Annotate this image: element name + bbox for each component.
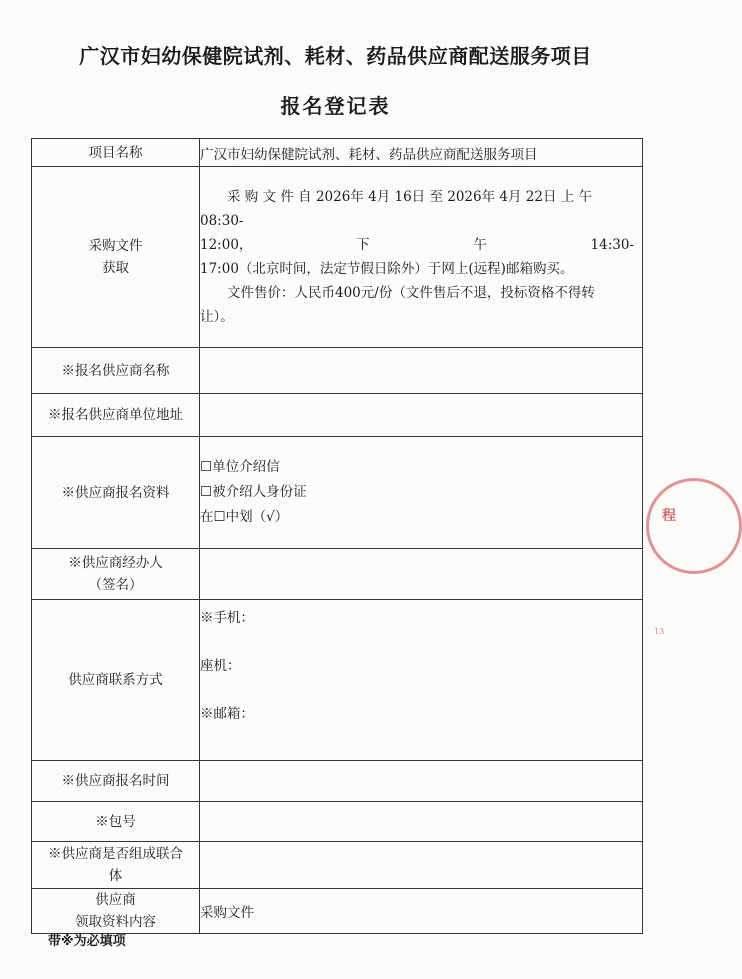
row-project-name — [32, 139, 643, 167]
supplier-name-label: ※报名供应商名称 — [32, 348, 200, 394]
registration-form-table — [31, 138, 643, 934]
handler-label — [32, 549, 200, 600]
red-seal-stamp — [646, 478, 742, 574]
landline-field[interactable]: 座机： — [200, 658, 241, 674]
received-label — [32, 889, 200, 934]
consortium-field[interactable] — [200, 842, 643, 889]
mobile-field[interactable]: ※手机： — [200, 610, 254, 626]
purchase-period-line2 — [200, 233, 634, 257]
row-supplier-address — [32, 394, 643, 437]
purchase-period-line1: 采 购 文 件 自 2026年 4月 16日 至 2026年 4月 22日 上 午 08:30- — [200, 189, 593, 229]
received-value: 采购文件 — [200, 889, 643, 934]
row-handler — [32, 549, 643, 600]
row-package — [32, 802, 643, 842]
email-field[interactable]: ※邮箱： — [200, 706, 254, 722]
row-supplier-name — [32, 348, 643, 394]
handler-label-line1: ※供应商经办人 — [68, 555, 163, 571]
signup-time-label: ※供应商报名时间 — [32, 761, 200, 802]
purchase-period-line3: 17:00（北京时间，法定节假日除外）于网上(远程)邮箱购买。 — [200, 261, 574, 277]
received-label-line1: 供应商 — [95, 892, 136, 908]
project-name-value: 广汉市妇幼保健院试剂、耗材、药品供应商配送服务项目 — [200, 139, 643, 167]
row-signup-time — [32, 761, 643, 802]
supplier-name-field[interactable] — [200, 348, 643, 394]
contact-fields — [200, 600, 643, 761]
document-title: 广汉市妇幼保健院试剂、耗材、药品供应商配送服务项目 — [79, 44, 592, 68]
option-instruction: 在☐中划（√） — [200, 509, 289, 525]
row-contact — [32, 600, 643, 761]
project-name-label: 项目名称 — [32, 139, 200, 167]
seal-text: 程 — [662, 508, 676, 524]
purchase-period-afternoon-2: 午 — [473, 237, 487, 253]
consortium-label — [32, 842, 200, 889]
document-subtitle: 报名登记表 — [280, 94, 391, 118]
doc-price-line1: 文件售价：人民币400元/份（文件售后不退，投标资格不得转 — [227, 285, 595, 301]
signup-time-field[interactable] — [200, 761, 643, 802]
purchase-period-morning-end: 12:00， — [200, 237, 253, 253]
consortium-label-line2: 体 — [108, 868, 123, 884]
doc-obtain-label — [32, 167, 200, 348]
option-id-card[interactable]: ☐被介绍人身份证 — [200, 484, 307, 500]
package-label: ※包号 — [32, 802, 200, 842]
doc-price-line2: 让）。 — [200, 309, 234, 325]
purchase-period-afternoon-1: 下 — [356, 237, 370, 253]
option-intro-letter[interactable]: ☐单位介绍信 — [200, 459, 280, 475]
supplier-address-field[interactable] — [200, 394, 643, 437]
package-field[interactable] — [200, 802, 643, 842]
seal-number: 13 — [654, 627, 665, 636]
row-doc-obtain — [32, 167, 643, 348]
doc-obtain-value — [200, 167, 643, 348]
supplier-docs-options — [200, 437, 643, 549]
contact-label: 供应商联系方式 — [32, 600, 200, 761]
row-supplier-docs — [32, 437, 643, 549]
handler-label-line2: （签名） — [88, 577, 143, 593]
doc-obtain-label-line1: 采购文件 — [88, 238, 143, 254]
supplier-address-label: ※报名供应商单位地址 — [32, 394, 200, 437]
consortium-label-line1: ※供应商是否组成联合 — [48, 846, 183, 862]
handler-signature-field[interactable] — [200, 549, 643, 600]
received-label-line2: 领取资料内容 — [75, 914, 156, 930]
purchase-period-afternoon-start: 14:30- — [590, 237, 634, 253]
required-fields-note: 带※为必填项 — [48, 934, 126, 949]
doc-obtain-label-line2: 获取 — [102, 260, 129, 276]
supplier-docs-label: ※供应商报名资料 — [32, 437, 200, 549]
row-consortium — [32, 842, 643, 889]
row-received — [32, 889, 643, 934]
